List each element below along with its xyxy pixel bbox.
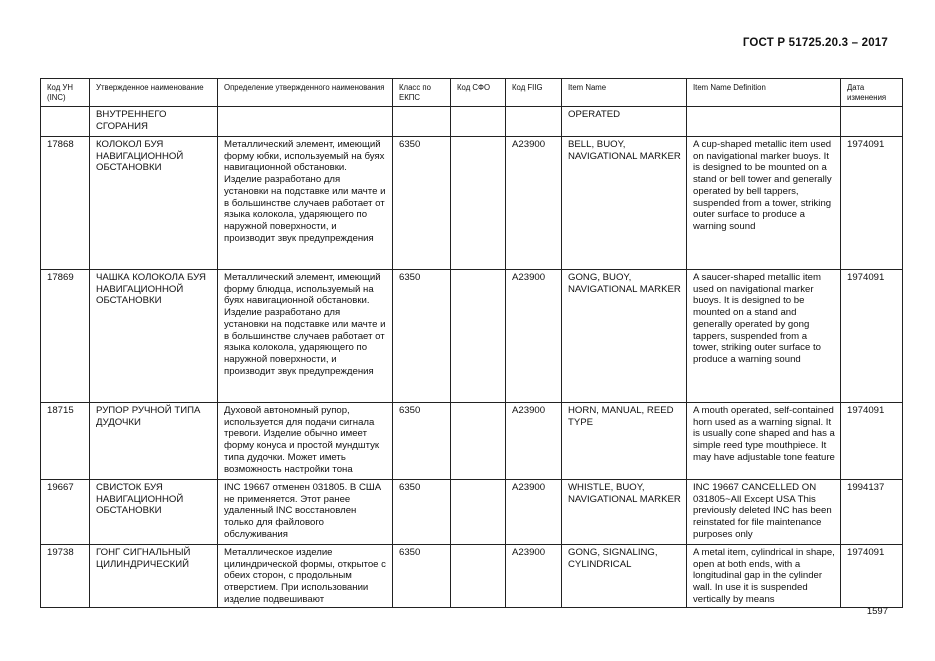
col-header-definition-ru: Определение утвержденного наименования — [218, 79, 393, 107]
cell-item-definition: A mouth operated, self-contained horn used as a warning signal. It is usually cone shaped and has a simple reed type mouthpiece. It may have adjustable tone feature — [687, 403, 841, 480]
cell-definition-ru: Металлическое изделие цилиндрической формы, открытое с обеих сторон, с продольным отверстием. При использовании изделие подвешивают — [218, 545, 393, 608]
cell-inc: 19667 — [41, 480, 90, 545]
cell-class: 6350 — [393, 403, 451, 480]
cell-fiig: A23900 — [506, 545, 562, 608]
cell-fiig: A23900 — [506, 137, 562, 270]
cell-date: 1994137 — [841, 480, 903, 545]
cell-name-ru: ГОНГ СИГНАЛЬНЫЙ ЦИЛИНДРИЧЕСКИЙ — [90, 545, 218, 608]
cell-inc: 17868 — [41, 137, 90, 270]
cell-sfo — [451, 403, 506, 480]
table-row — [41, 480, 903, 545]
cell-item-definition: A cup-shaped metallic item used on navigational marker buoys. It is designed to be mounted on a stand or bell tower and generally operated by bell tappers, suspended from a tower, striking outer surface to produce a warning sound — [687, 137, 841, 270]
col-header-date: Дата изменения — [841, 79, 903, 107]
cell-fiig: A23900 — [506, 480, 562, 545]
table-row — [41, 270, 903, 403]
cell-definition-ru: Металлический элемент, имеющий форму юбки, используемый на буях навигационной обстановки. Изделие разработано для установки на подставке или мачте и в большинстве случаев работает от языка колокола, ударяющего по наружной поверхности, и производит звук предупреждения — [218, 137, 393, 270]
cell-sfo — [451, 545, 506, 608]
cell-definition-ru: Металлический элемент, имеющий форму блюдца, используемый на буях навигационной обстановки. Изделие разработано для установки на подставке или мачте и в большинстве случаев работает от языка колокола, ударяющего по наружной поверхности, и производит звук предупреждения — [218, 270, 393, 403]
page-number: 1597 — [866, 606, 888, 617]
cell-date: 1974091 — [841, 545, 903, 608]
cell-fiig: A23900 — [506, 403, 562, 480]
cell-item-definition: A saucer-shaped metallic item used on navigational marker buoys. It is designed to be mounted on a stand and generally operated by gong tappers, suspended from a tower, striking outer surface to produce a warning sound — [687, 270, 841, 403]
cell-item-name: OPERATED — [562, 107, 687, 137]
cell-class: 6350 — [393, 545, 451, 608]
cell-fiig — [506, 107, 562, 137]
cell-name-ru: ВНУТРЕННЕГО СГОРАНИЯ — [90, 107, 218, 137]
cell-item-definition: A metal item, cylindrical in shape, open at both ends, with a longitudinal gap in the cylinder wall. In use it is suspended vertically by means — [687, 545, 841, 608]
cell-item-name: BELL, BUOY, NAVIGATIONAL MARKER — [562, 137, 687, 270]
cell-name-ru: ЧАШКА КОЛОКОЛА БУЯ НАВИГАЦИОННОЙ ОБСТАНОВКИ — [90, 270, 218, 403]
document-code: ГОСТ Р 51725.20.3 – 2017 — [742, 37, 888, 49]
col-header-inc: Код УН (INC) — [41, 79, 90, 107]
table-header-row — [41, 79, 903, 107]
cell-class — [393, 107, 451, 137]
col-header-item-definition: Item Name Definition — [687, 79, 841, 107]
cell-inc: 18715 — [41, 403, 90, 480]
cell-name-ru: РУПОР РУЧНОЙ ТИПА ДУДОЧКИ — [90, 403, 218, 480]
table-row — [41, 107, 903, 137]
cell-definition-ru: INC 19667 отменен 031805. В США не применяется. Этот ранее удаленный INC восстановлен только для файлового обслуживания — [218, 480, 393, 545]
cell-name-ru: КОЛОКОЛ БУЯ НАВИГАЦИОННОЙ ОБСТАНОВКИ — [90, 137, 218, 270]
cell-item-name: GONG, SIGNALING, CYLINDRICAL — [562, 545, 687, 608]
col-header-class: Класс по ЕКПС — [393, 79, 451, 107]
col-header-item-name: Item Name — [562, 79, 687, 107]
cell-date: 1974091 — [841, 270, 903, 403]
col-header-name-ru: Утвержденное наименование — [90, 79, 218, 107]
cell-date: 1974091 — [841, 137, 903, 270]
cell-item-name: HORN, MANUAL, REED TYPE — [562, 403, 687, 480]
cell-item-name: GONG, BUOY, NAVIGATIONAL MARKER — [562, 270, 687, 403]
cell-sfo — [451, 107, 506, 137]
table-row — [41, 403, 903, 480]
cell-date: 1974091 — [841, 403, 903, 480]
cell-definition-ru — [218, 107, 393, 137]
cell-item-definition: INC 19667 CANCELLED ON 031805~All Except USA This previously deleted INC has been reinstated for file maintenance purposes only — [687, 480, 841, 545]
table-row — [41, 545, 903, 608]
cell-date — [841, 107, 903, 137]
cell-item-name: WHISTLE, BUOY, NAVIGATIONAL MARKER — [562, 480, 687, 545]
cell-definition-ru: Духовой автономный рупор, используется для подачи сигнала тревоги. Изделие обычно имеет форму конуса и простой мундштук типа дудочки. Может иметь возможность настройки тона — [218, 403, 393, 480]
table-row — [41, 137, 903, 270]
col-header-fiig: Код FIIG — [506, 79, 562, 107]
cell-item-definition — [687, 107, 841, 137]
cell-inc — [41, 107, 90, 137]
cell-class: 6350 — [393, 480, 451, 545]
cell-inc: 17869 — [41, 270, 90, 403]
cell-name-ru: СВИСТОК БУЯ НАВИГАЦИОННОЙ ОБСТАНОВКИ — [90, 480, 218, 545]
cell-class: 6350 — [393, 137, 451, 270]
cell-sfo — [451, 137, 506, 270]
inc-table — [40, 78, 903, 608]
cell-sfo — [451, 270, 506, 403]
cell-class: 6350 — [393, 270, 451, 403]
cell-inc: 19738 — [41, 545, 90, 608]
col-header-sfo: Код СФО — [451, 79, 506, 107]
cell-sfo — [451, 480, 506, 545]
cell-fiig: A23900 — [506, 270, 562, 403]
